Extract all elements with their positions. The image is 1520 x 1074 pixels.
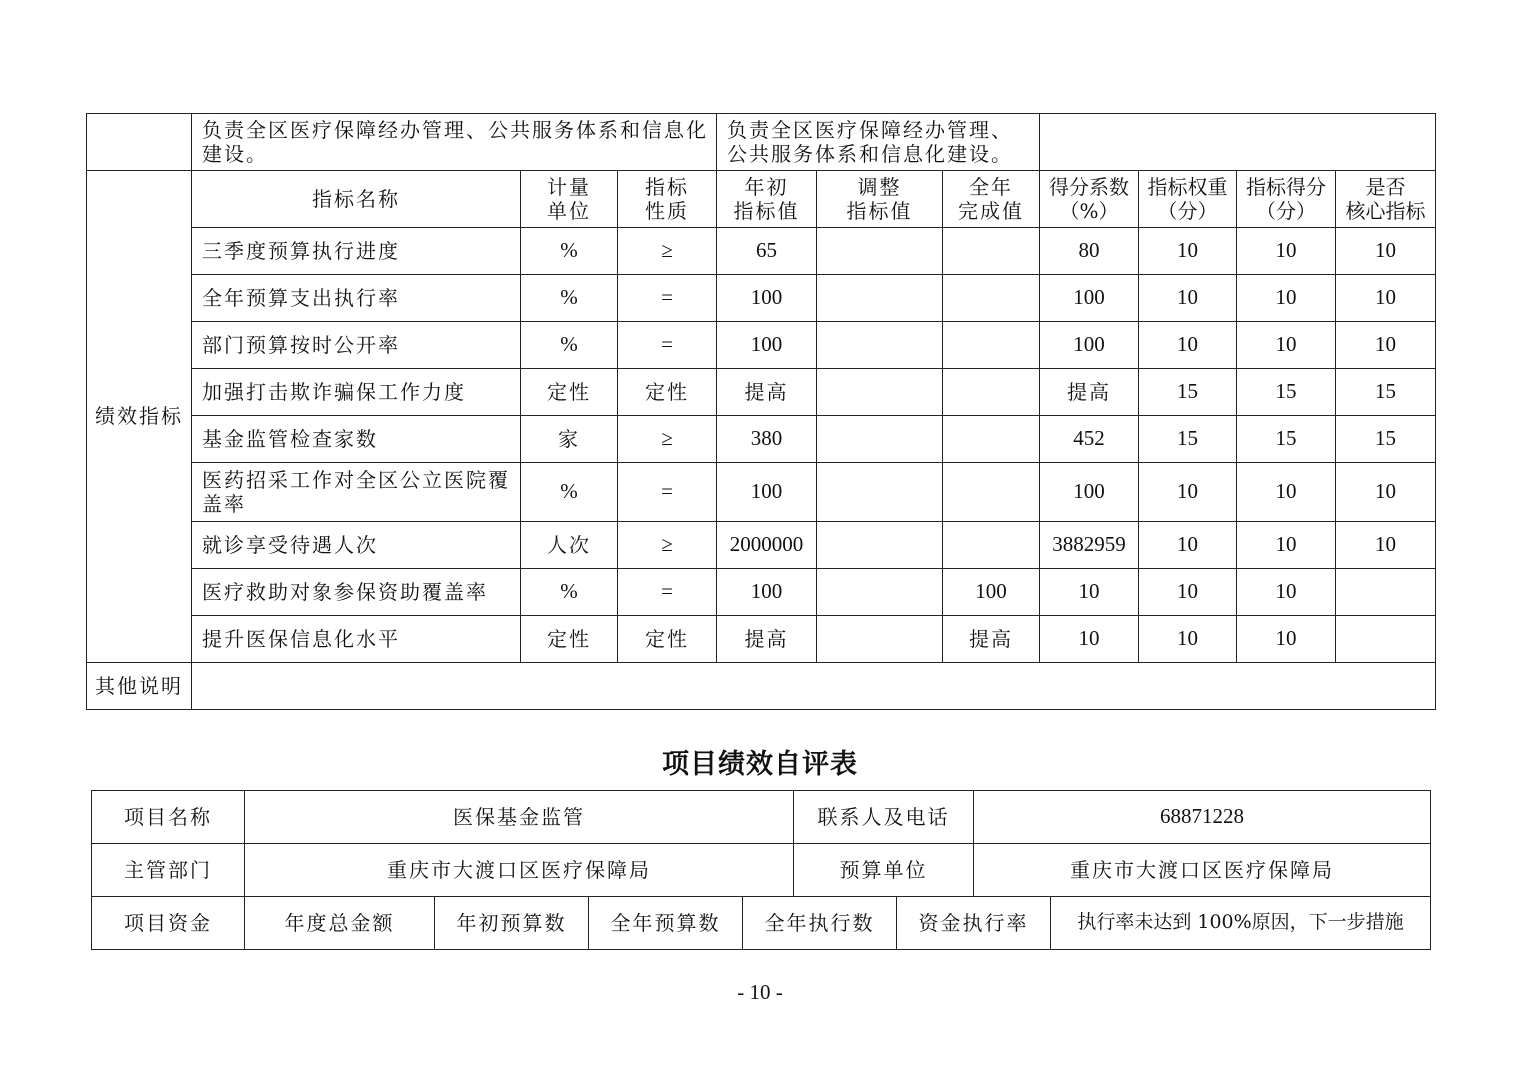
other-notes-label: 其他说明 <box>87 663 192 710</box>
weight-cell: 15 <box>1139 416 1237 463</box>
contact-value: 68871228 <box>974 791 1431 844</box>
header-weight: 指标权重 （分） <box>1139 171 1237 228</box>
weight-cell: 10 <box>1139 569 1237 616</box>
table-row <box>87 616 1436 663</box>
section-label: 绩效指标 <box>87 171 192 663</box>
indicator-name: 就诊享受待遇人次 <box>192 522 521 569</box>
weight-cell: 15 <box>1139 369 1237 416</box>
initial-value-cell: 100 <box>717 569 817 616</box>
score-cell: 10 <box>1237 569 1336 616</box>
score-cell: 15 <box>1237 369 1336 416</box>
core-cell: 10 <box>1336 463 1436 522</box>
initial-value-cell: 100 <box>717 463 817 522</box>
table-row <box>87 369 1436 416</box>
table-header-row <box>87 171 1436 228</box>
header-adjusted-value: 调整 指标值 <box>817 171 943 228</box>
weight-cell: 10 <box>1139 463 1237 522</box>
completed-value-cell <box>943 522 1040 569</box>
weight-cell: 10 <box>1139 616 1237 663</box>
weight-cell: 10 <box>1139 522 1237 569</box>
core-cell: 10 <box>1336 522 1436 569</box>
adjusted-value-cell <box>817 522 943 569</box>
initial-value-cell: 380 <box>717 416 817 463</box>
department-value: 重庆市大渡口区医疗保障局 <box>245 844 794 897</box>
other-notes-row <box>87 663 1436 710</box>
score-cell: 10 <box>1237 463 1336 522</box>
budget-unit-label: 预算单位 <box>794 844 974 897</box>
indicator-name: 部门预算按时公开率 <box>192 322 521 369</box>
adjusted-value-cell <box>817 616 943 663</box>
nature-cell: = <box>618 463 717 522</box>
nature-cell: = <box>618 322 717 369</box>
indicator-name: 加强打击欺诈骗保工作力度 <box>192 369 521 416</box>
unit-cell: % <box>521 569 618 616</box>
funds-header-initial-budget: 年初预算数 <box>435 897 589 950</box>
table-row <box>92 897 1431 950</box>
blank-cell <box>87 114 192 171</box>
adjusted-value-cell <box>817 569 943 616</box>
nature-cell: = <box>618 275 717 322</box>
table-row <box>92 791 1431 844</box>
header-score-coefficient: 得分系数 （%） <box>1040 171 1139 228</box>
coefficient-cell: 10 <box>1040 616 1139 663</box>
coefficient-cell: 80 <box>1040 228 1139 275</box>
initial-value-cell: 100 <box>717 275 817 322</box>
department-label: 主管部门 <box>92 844 245 897</box>
project-name-value: 医保基金监管 <box>245 791 794 844</box>
initial-value-cell: 2000000 <box>717 522 817 569</box>
header-completed-value: 全年 完成值 <box>943 171 1040 228</box>
funds-header-execution-rate: 资金执行率 <box>897 897 1051 950</box>
header-core-indicator: 是否 核心指标 <box>1336 171 1436 228</box>
indicator-name: 医药招采工作对全区公立医院覆盖率 <box>192 463 521 522</box>
header-score: 指标得分 （分） <box>1237 171 1336 228</box>
coefficient-cell: 3882959 <box>1040 522 1139 569</box>
nature-cell: 定性 <box>618 616 717 663</box>
core-cell: 15 <box>1336 416 1436 463</box>
initial-value-cell: 100 <box>717 322 817 369</box>
core-cell: 10 <box>1336 228 1436 275</box>
completed-value-cell <box>943 322 1040 369</box>
score-cell: 10 <box>1237 228 1336 275</box>
document-title: 项目绩效自评表 <box>662 749 858 780</box>
project-funds-label: 项目资金 <box>92 897 245 950</box>
completed-value-cell <box>943 228 1040 275</box>
adjusted-value-cell <box>817 228 943 275</box>
coefficient-cell: 100 <box>1040 463 1139 522</box>
header-nature: 指标 性质 <box>618 171 717 228</box>
unit-cell: % <box>521 463 618 522</box>
funds-header-annual-total: 年度总金额 <box>245 897 435 950</box>
completed-value-cell <box>943 463 1040 522</box>
score-cell: 10 <box>1237 275 1336 322</box>
table-row <box>87 416 1436 463</box>
header-indicator-name: 指标名称 <box>192 171 521 228</box>
core-cell: 15 <box>1336 369 1436 416</box>
project-self-evaluation-table <box>91 790 1431 950</box>
completed-value-cell <box>943 275 1040 322</box>
weight-cell: 10 <box>1139 322 1237 369</box>
indicator-name: 三季度预算执行进度 <box>192 228 521 275</box>
table-row <box>87 463 1436 522</box>
weight-cell: 10 <box>1139 275 1237 322</box>
adjusted-value-cell <box>817 275 943 322</box>
nature-cell: 定性 <box>618 369 717 416</box>
unit-cell: 家 <box>521 416 618 463</box>
table-row <box>87 275 1436 322</box>
page-number: - 10 - <box>737 980 783 1004</box>
initial-value-cell: 提高 <box>717 616 817 663</box>
core-cell: 10 <box>1336 275 1436 322</box>
adjusted-value-cell <box>817 416 943 463</box>
responsibility-text: 负责全区医疗保障经办管理、公共服务体系和信息化建设。 <box>192 114 717 171</box>
core-cell <box>1336 569 1436 616</box>
funds-header-reason: 执行率未达到 100%原因，下一步措施 <box>1051 897 1431 950</box>
funds-header-annual-budget: 全年预算数 <box>589 897 743 950</box>
unit-cell: 定性 <box>521 616 618 663</box>
table-row <box>87 322 1436 369</box>
indicator-name: 全年预算支出执行率 <box>192 275 521 322</box>
unit-cell: 人次 <box>521 522 618 569</box>
coefficient-cell: 100 <box>1040 322 1139 369</box>
table-row <box>87 114 1436 171</box>
unit-cell: 定性 <box>521 369 618 416</box>
weight-cell: 10 <box>1139 228 1237 275</box>
coefficient-cell: 100 <box>1040 275 1139 322</box>
contact-label: 联系人及电话 <box>794 791 974 844</box>
table-row <box>87 522 1436 569</box>
nature-cell: ≥ <box>618 522 717 569</box>
performance-indicator-table <box>86 113 1436 710</box>
score-cell: 15 <box>1237 416 1336 463</box>
score-cell: 10 <box>1237 322 1336 369</box>
initial-value-cell: 提高 <box>717 369 817 416</box>
blank-cell <box>1040 114 1436 171</box>
coefficient-cell: 10 <box>1040 569 1139 616</box>
adjusted-value-cell <box>817 463 943 522</box>
other-notes-value <box>192 663 1436 710</box>
initial-value-cell: 65 <box>717 228 817 275</box>
funds-header-annual-execution: 全年执行数 <box>743 897 897 950</box>
budget-unit-value: 重庆市大渡口区医疗保障局 <box>974 844 1431 897</box>
unit-cell: % <box>521 322 618 369</box>
core-cell <box>1336 616 1436 663</box>
adjusted-value-cell <box>817 322 943 369</box>
responsibility-text: 负责全区医疗保障经办管理、公共服务体系和信息化建设。 <box>717 114 1040 171</box>
completed-value-cell <box>943 369 1040 416</box>
header-unit: 计量 单位 <box>521 171 618 228</box>
coefficient-cell: 452 <box>1040 416 1139 463</box>
nature-cell: = <box>618 569 717 616</box>
score-cell: 10 <box>1237 616 1336 663</box>
adjusted-value-cell <box>817 369 943 416</box>
unit-cell: % <box>521 228 618 275</box>
table-row <box>92 844 1431 897</box>
completed-value-cell: 提高 <box>943 616 1040 663</box>
table-row <box>87 569 1436 616</box>
table-row <box>87 228 1436 275</box>
score-cell: 10 <box>1237 522 1336 569</box>
unit-cell: % <box>521 275 618 322</box>
nature-cell: ≥ <box>618 228 717 275</box>
completed-value-cell: 100 <box>943 569 1040 616</box>
indicator-name: 医疗救助对象参保资助覆盖率 <box>192 569 521 616</box>
coefficient-cell: 提高 <box>1040 369 1139 416</box>
project-name-label: 项目名称 <box>92 791 245 844</box>
completed-value-cell <box>943 416 1040 463</box>
indicator-name: 提升医保信息化水平 <box>192 616 521 663</box>
header-initial-value: 年初 指标值 <box>717 171 817 228</box>
core-cell: 10 <box>1336 322 1436 369</box>
nature-cell: ≥ <box>618 416 717 463</box>
indicator-name: 基金监管检查家数 <box>192 416 521 463</box>
